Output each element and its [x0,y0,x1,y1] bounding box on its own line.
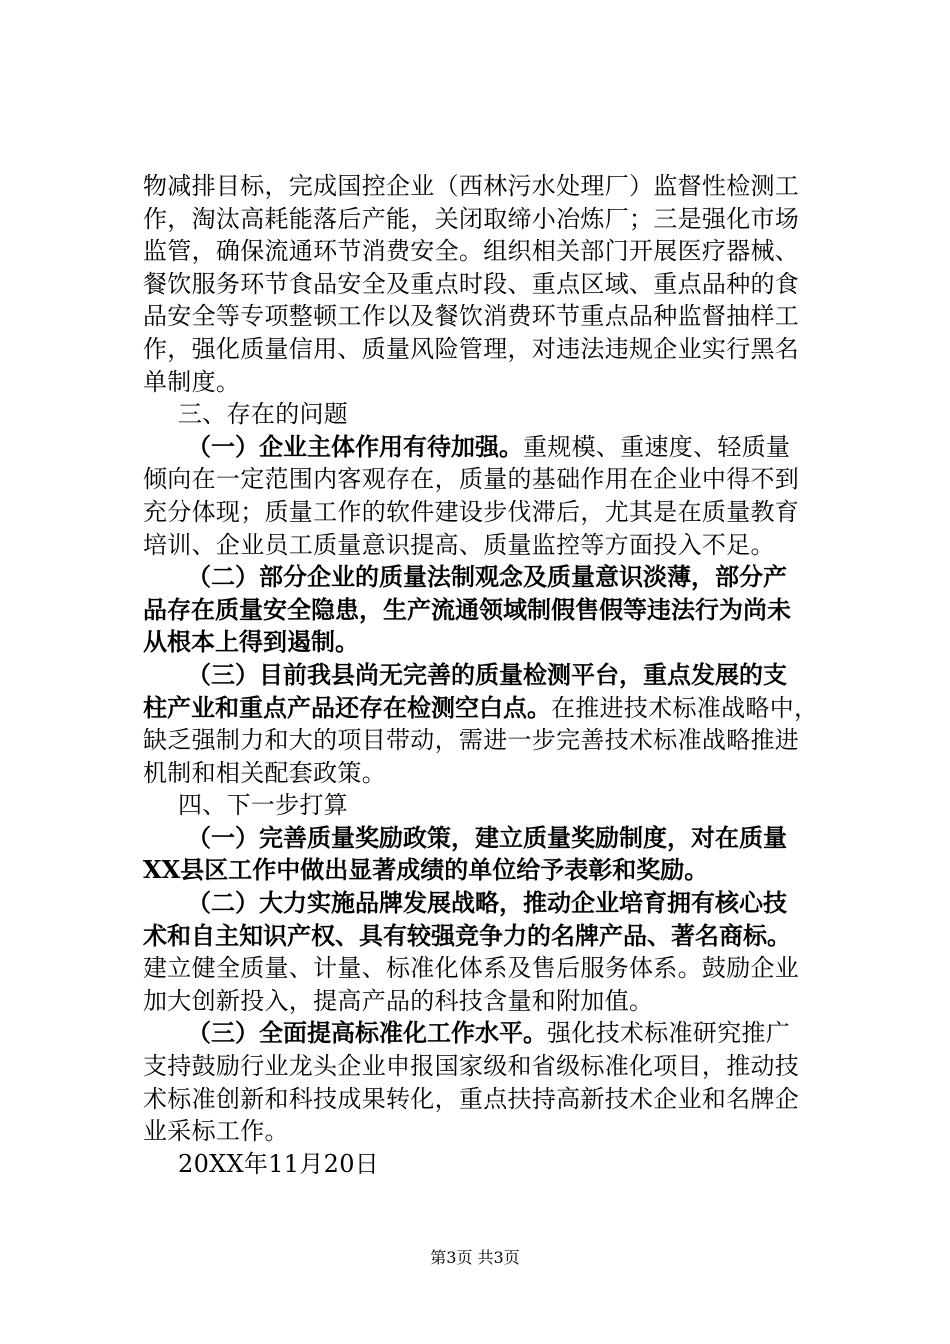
body-line: 作，淘汰高耗能落后产能，关闭取缔小冶炼厂；三是强化市场 [143,204,800,233]
body-line: 加大创新投入，提高产品的科技含量和附加值。 [143,986,654,1015]
body-line: 作，强化质量信用、质量风险管理，对违法违规企业实行黑名 [143,334,800,363]
problem-3-rest: 在推进技术标准战略中， [551,693,819,722]
body-line: 倾向在一定范围内客观存在，质量的基础作用在企业中得不到 [143,465,800,494]
document-body [143,170,837,1180]
body-line: 充分体现；质量工作的软件建设步伐滞后，尤其是在质量教育 [143,497,800,526]
plan-3-lead: （三）全面提高标准化工作水平。 [187,1018,547,1048]
problem-1-first-line [143,431,837,464]
body-line: 从根本上得到遏制。 [143,627,359,657]
plan-2-second-line: 术和自主知识产权、具有较强竞争力的名牌产品、著名商标。 [143,920,791,950]
body-line: 监管，确保流通环节消费安全。组织相关部门开展医疗器械、 [143,237,800,266]
document-date: 20XX年11月20日 [178,1149,380,1178]
body-line: 品存在质量安全隐患，生产流通领域制假售假等违法行为尚未 [143,594,791,624]
plan-1-first-line: （一）完善质量奖励政策，建立质量奖励制度，对在质量 [187,822,787,852]
body-line: 支持鼓励行业龙头企业申报国家级和省级标准化项目，推动技 [143,1052,800,1081]
problem-1-lead: （一）企业主体作用有待加强。 [187,431,523,461]
body-line: 术标准创新和科技成果转化，重点扶持高新技术企业和名牌企 [143,1084,800,1113]
page-number-footer: 第3页 共3页 [430,1248,520,1267]
body-line: 单制度。 [143,367,241,396]
body-line: 物减排目标，完成国控企业（西林污水处理厂）监督性检测工 [143,172,800,200]
plan-3-first-line [143,1017,837,1050]
body-line: 品安全等专项整顿工作以及餐饮消费环节重点品种监督抽样工 [143,302,800,331]
problem-3-second-line [143,692,837,725]
plan-1-second-line: XX县区工作中做出显著成绩的单位给予表彰和奖励。 [143,855,709,885]
problem-3-first-line: （三）目前我县尚无完善的质量检测平台，重点发展的支 [187,659,787,689]
problem-1-rest: 重规模、重速度、轻质量 [523,432,791,461]
problem-3-bold-part: 柱产业和重点产品还存在检测空白点。 [143,692,551,722]
body-line: 培训、企业员工质量意识提高、质量监控等方面投入不足。 [143,530,775,559]
plan-2-first-line: （二）大力实施品牌发展战略，推动企业培育拥有核心技 [187,888,787,918]
body-line: 机制和相关配套政策。 [143,758,386,787]
section-heading-next-steps: 四、下一步打算 [178,791,349,820]
body-line: 业采标工作。 [143,1117,289,1146]
body-line: 缺乏强制力和大的项目带动，需进一步完善技术标准战略推进 [143,726,800,755]
section-heading-problems: 三、存在的问题 [178,400,349,429]
body-line: 餐饮服务环节食品安全及重点时段、重点区域、重点品种的食 [143,269,800,298]
body-line: 建立健全质量、计量、标准化体系及售后服务体系。鼓励企业 [143,954,800,983]
plan-3-rest: 强化技术标准研究推广 [547,1019,790,1048]
problem-2-first-line: （二）部分企业的质量法制观念及质量意识淡薄，部分产 [187,562,787,592]
